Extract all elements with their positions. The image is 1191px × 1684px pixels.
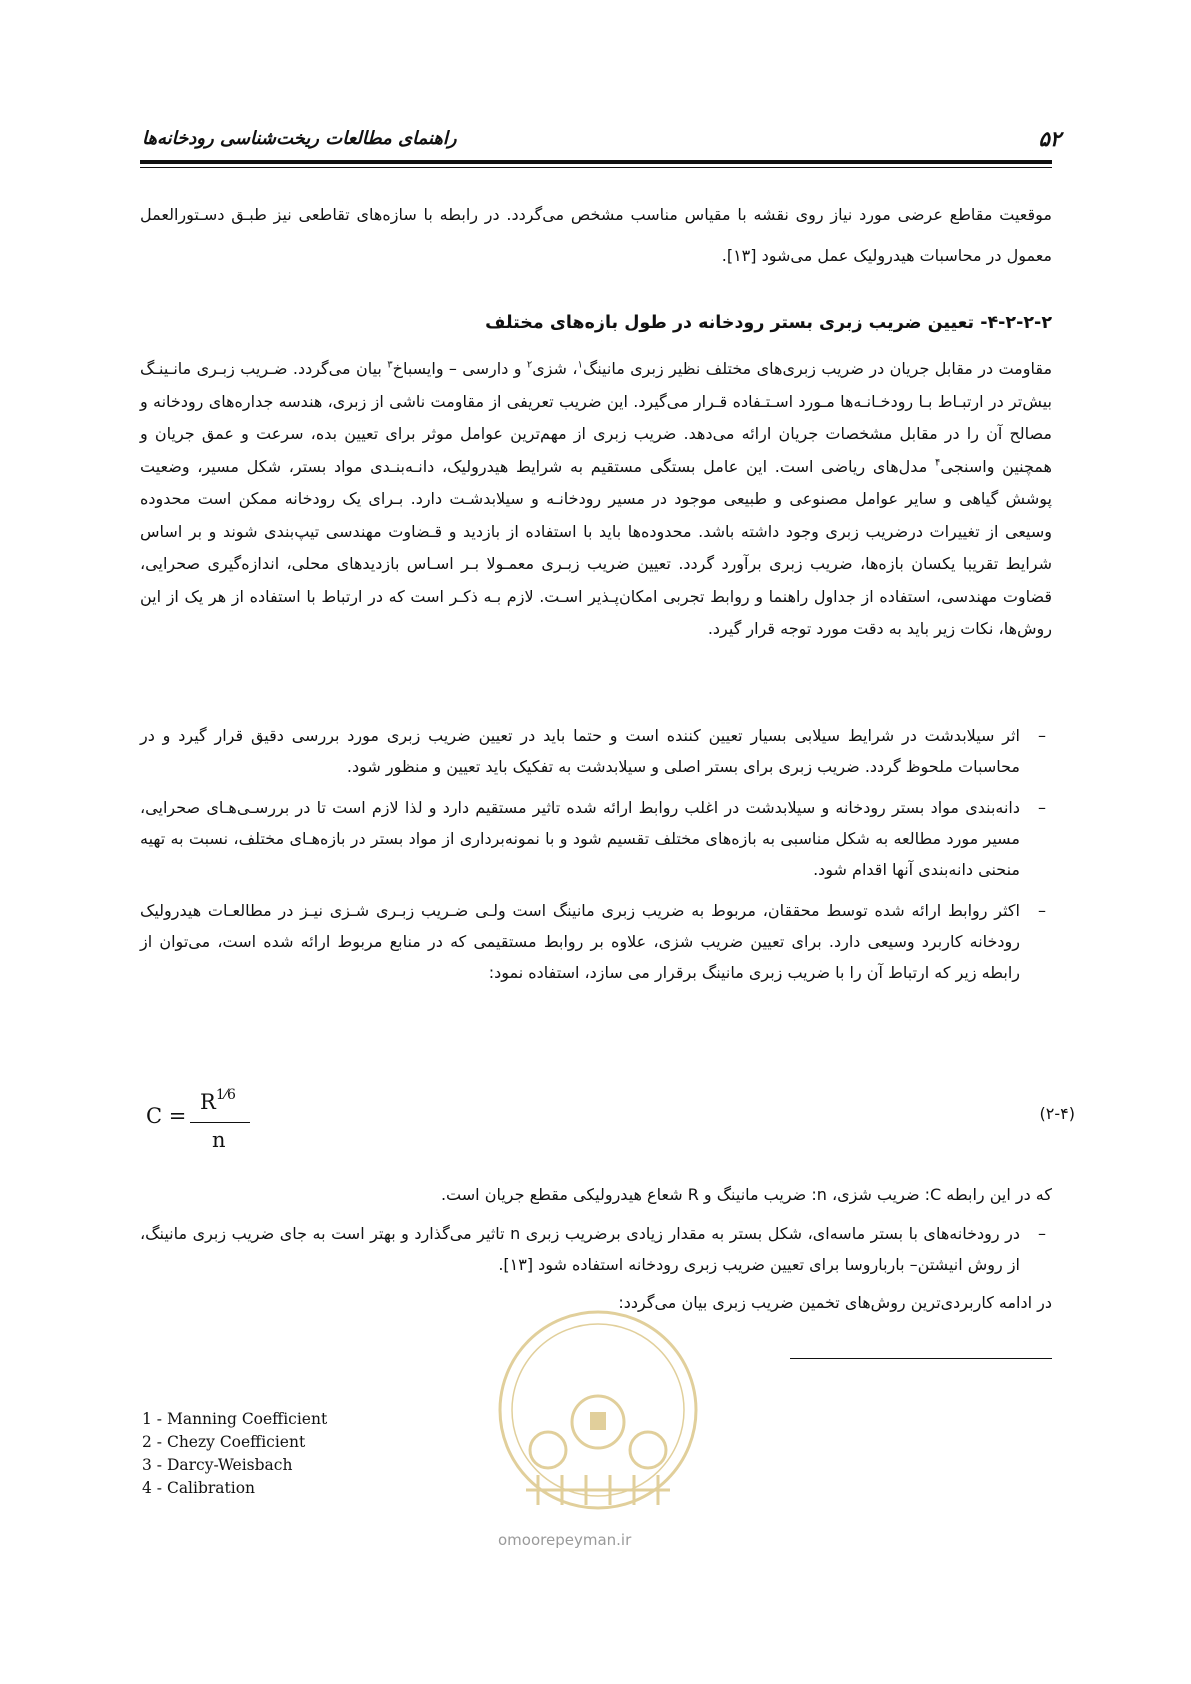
intro-line-1: موقعیت مقاطع عرضی مورد نیاز روی نقشه با مقیاس مناسب مشخص می‌گردد. در رابطه با سازه‌های تقاطعی نیز طبـق دسـتورالعمل: [140, 205, 1052, 224]
header-rule-thick: [140, 160, 1052, 164]
intro-line-2: معمول در محاسبات هیدرولیک عمل می‌شود [۱۳].: [721, 246, 1052, 265]
formula-explanation: که در این رابطه C: ضریب شزی، n: ضریب مانینگ و R شعاع هیدرولیکی مقطع جریان است.: [440, 1185, 1052, 1204]
bullet-text: اکثر روابط ارائه شده توسط محققان، مربوط به ضریب زبری مانینگ است ولـی ضـریب زبـری شـزی نیـز در مطالعـات هیدرولیک رودخانه کاربرد وسیعی دارد. برای تعیین ضریب شزی، علاوه بر روابط مستقیمی که در منابع مربوط ارائه شده است، می‌توان از رابطه زیر که ارتباط آن را با ضریب زبری مانینگ برقرار می سازد، استفاده نمود:: [140, 901, 1020, 982]
equation-number: (۲-۴): [1039, 1104, 1075, 1123]
formula-numerator: [200, 1087, 236, 1114]
main-paragraph: [140, 353, 1052, 646]
footnote-3: 3 - Darcy-Weisbach: [142, 1456, 293, 1474]
formula-base: R: [200, 1090, 216, 1114]
header-rule-thin: [140, 167, 1052, 168]
list-item: [140, 1218, 1052, 1280]
footnote-ref-1: ۱: [577, 359, 583, 371]
list-item: [140, 792, 1052, 885]
footnote-4: 4 - Calibration: [142, 1479, 256, 1497]
closing-sentence: در ادامه کاربردی‌ترین روش‌های تخمین ضریب زبری بیان می‌گردد:: [618, 1293, 1052, 1312]
section-heading: ۴-۲-۲-۲- تعیین ضریب زبری بستر رودخانه در طول بازه‌های مختلف: [485, 313, 1052, 333]
bullet-text: اثر سیلابدشت در شرایط سیلابی بسیار تعیین کننده است و حتما باید در تعیین ضریب زبری مورد بررسی دقیق قرار گیرد و در محاسبات ملحوظ گردد. ضریب زبری برای بستر اصلی و سیلابدشت به تفکیک باید تعیین و منظور شود.: [140, 726, 1020, 776]
bullet-list-2: [140, 1218, 1052, 1290]
bullet-text: دانه‌بندی مواد بستر رودخانه و سیلابدشت در اغلب روابط ارائه شده تاثیر مستقیم دارد و لذا لازم است تا در بررسـی‌هـای صحرایی، مسیر مورد مطالعه به شکل مناسبی به بازه‌های مختلف تقسیم شود و با نمونه‌برداری از مواد بستر در بازه‌هـای مختلف، نسبت به تهیه منحنی دانه‌بندی آنها اقدام شود.: [140, 798, 1020, 879]
para-text-5: مدل‌های ریاضی است. این عامل بستگی مستقیم به شرایط هیدرولیک، دانـه‌بنـدی مواد بستر، شکل مسیر، وضعیت پوشش گیاهی و سایر عوامل مصنوعی و طبیعی موجود در مسیر رودخانـه و سیلابدشـت دارد. بـرای یک رودخانه ممکن است محدوده وسیعی از تغییرات درضریب زبری وجود داشته باشد. محدوده‌ها باید با استفاده از بازدید و قـضاوت مهندسی تیپ‌بندی شوند و بر اساس شرایط تقریبا یکسان بازه‌ها، ضریب زبری برآورد گردد. تعیین ضریب زبـری معمـولا بـر اسـاس بازدیدهای محلی، اندازه‌گیری صحرایی، قضاوت مهندسی، استفاده از جداول راهنما و روابط تجربی امکان‌پـذیر اسـت. لازم بـه ذکـر است که در ارتباط با استفاده از هر یک از این روش‌ها، نکات زیر باید به دقت مورد توجه قرار گیرد.: [140, 456, 1052, 638]
bullet-list: [140, 720, 1052, 998]
watermark-seal-icon: [486, 1300, 710, 1550]
list-item: [140, 720, 1052, 782]
para-text-1: مقاومت در مقابل جریان در ضریب زبری‌های مختلف نظیر زبری مانینگ: [582, 359, 1053, 378]
footnote-ref-4: ۴: [934, 457, 941, 469]
running-header-title: راهنمای مطالعات ریخت‌شناسی رودخانه‌ها: [142, 128, 457, 149]
formula-denominator: n: [212, 1128, 226, 1152]
formula-exponent: 1⁄6: [215, 1087, 236, 1103]
footnotes: [142, 1408, 327, 1500]
bullet-dash: –: [1038, 798, 1046, 817]
para-text-2: ، شزی: [532, 359, 578, 378]
para-text-4: بیان می‌گردد. ضـریب زبـری مانـینـگ بیش‌تر در ارتبـاط بـا رودخـانـه‌ها مـورد اسـتـفاده قـرار می‌گیرد. این ضریب تعریفی از مقاومت ناشی از زبری، هندسه جداره‌های رودخانه و مصالح آن را در مقابل مشخصات جریان ارائه می‌دهد. ضریب زبری از مهم‌ترین عوامل موثر برای تعیین بده، سرعت و عمق جریان و همچنین واسنجی: [140, 359, 1052, 476]
footnote-2: 2 - Chezy Coefficient: [142, 1433, 306, 1451]
fraction-bar: [190, 1122, 250, 1123]
footnote-ref-2: ۲: [526, 359, 533, 371]
watermark-url: omoorepeyman.ir: [498, 1531, 632, 1549]
bullet-dash: –: [1038, 726, 1046, 745]
page-number: ۵۲: [1038, 126, 1061, 151]
footnote-1: 1 - Manning Coefficient: [142, 1410, 328, 1428]
list-item: [140, 895, 1052, 988]
bullet-dash: –: [1038, 1224, 1046, 1243]
bullet-text: در رودخانه‌های با بستر ماسه‌ای، شکل بستر به مقدار زیادی برضریب زبری n تاثیر می‌گذارد و بهتر است به جای ضریب زبری مانینگ، از روش انیشتن– بارباروسا برای تعیین ضریب زبری رودخانه استفاده شود [۱۳].: [140, 1224, 1020, 1274]
formula-lhs: C =: [146, 1104, 187, 1128]
bullet-dash: –: [1038, 901, 1046, 920]
footnote-ref-3: ۳: [387, 359, 393, 371]
intro-paragraph: [140, 200, 1052, 270]
footnote-separator: [790, 1358, 1052, 1359]
para-text-3: و دارسی – وایسباخ: [392, 359, 527, 378]
